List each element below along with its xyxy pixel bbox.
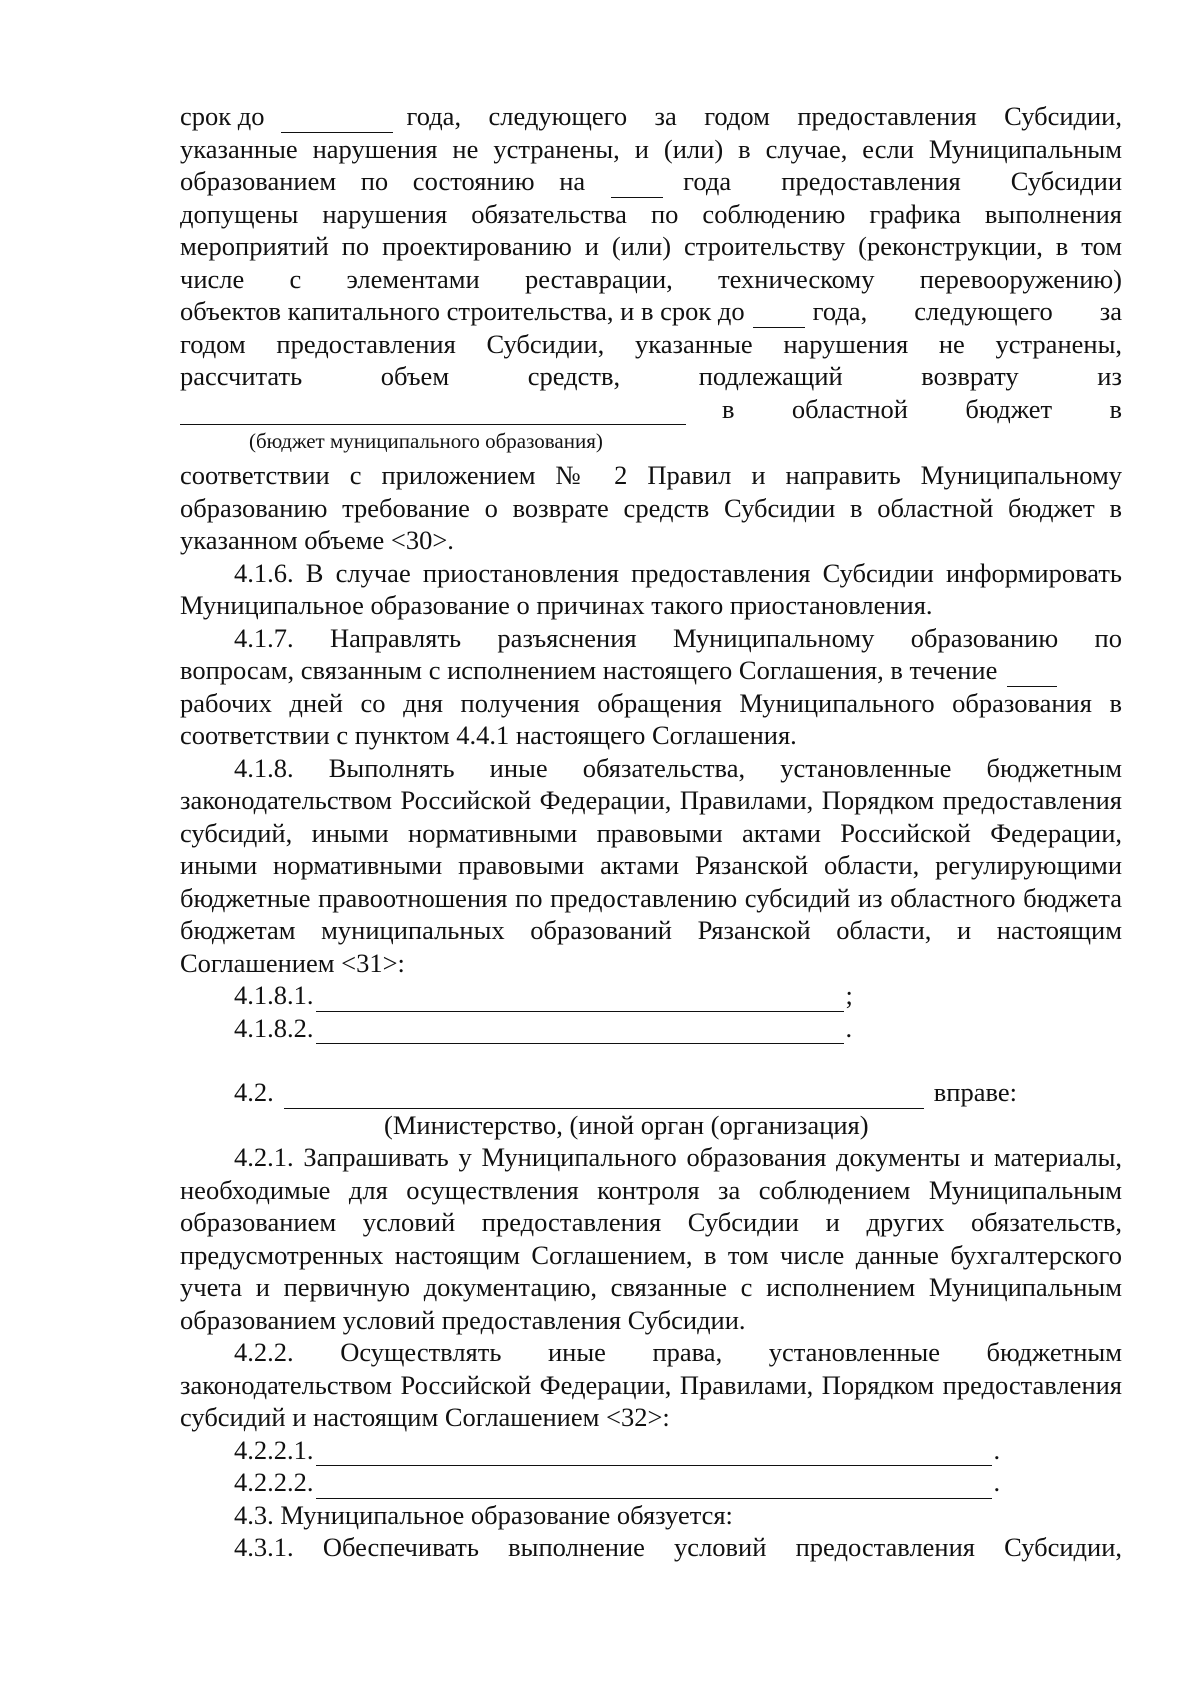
blank-field-deadline-2[interactable] <box>753 303 805 328</box>
item-number: 4.1.8.2. <box>234 1012 314 1043</box>
paragraph-text: рабочих дней со дня получения обращения Муниципального образования в соответствии с пунктом 4.4.1 настоящего Соглашения. <box>180 687 1122 750</box>
paragraph-text: допущены нарушения обязательства по соблюдению графика выполнения мероприятий по проектированию и (или) строительству (реконструкции, в том числе с элементами реставрации, техническому перевооружению) <box>180 198 1122 294</box>
paragraph-4-1-8: 4.1.8. Выполнять иные обязательства, установленные бюджетным законодательством Российской Федерации, Правилами, Порядком предоставления субсидий, иными нормативными правовыми актами Российской Федерации, иными нормативными правовыми актами Рязанской области, регулирующими бюджетные правоотношения по предоставлению субсидий из областного бюджета бюджетам муниципальных образований Рязанской области, и настоящим Соглашением <31>: <box>180 752 1122 978</box>
blank-field-municipal-budget[interactable] <box>180 400 686 425</box>
blank-item-4-2-2-2 <box>234 1466 1122 1499</box>
paragraph-4-3-1: 4.3.1. Обеспечивать выполнение условий предоставления Субсидии, <box>234 1532 1122 1562</box>
item-terminator: . <box>993 1467 1001 1497</box>
field-caption: (бюджет муниципального образования) <box>249 429 603 453</box>
word: из <box>1097 361 1122 391</box>
item-terminator: . <box>845 1012 853 1043</box>
blank-item-4-2-2-1 <box>234 1434 1122 1467</box>
blank-field-4-1-8-1[interactable] <box>316 987 844 1012</box>
paragraph-text: годом предоставления Субсидии, указанные нарушения не устранены, <box>180 328 1122 359</box>
text-line <box>180 165 1122 198</box>
item-number: 4.1.8.1. <box>234 980 314 1010</box>
item-number: 4.2.2.2. <box>234 1467 314 1497</box>
word: возврату <box>921 361 1019 391</box>
word: объем <box>380 361 450 391</box>
blank-item-4-1-8-2 <box>234 1012 1122 1045</box>
text-fragment: вопросам, связанным с исполнением настоящего Соглашения, в течение <box>180 655 998 685</box>
paragraph-4-1-7-line: 4.1.7. Направлять разъяснения Муниципальному образованию по <box>234 622 1122 653</box>
text-fragment: года, следующего за <box>812 296 1122 326</box>
text-line <box>180 295 1122 328</box>
item-terminator: ; <box>845 980 853 1010</box>
text-fragment: вправе: <box>933 1077 1017 1107</box>
blank-item-4-1-8-1 <box>234 979 1122 1012</box>
paragraph-4-3: 4.3. Муниципальное образование обязуется: <box>234 1499 733 1530</box>
word: средств, <box>527 361 621 391</box>
paragraph-text: указанные нарушения не устранены, и (или) в случае, если Муниципальным <box>180 133 1122 164</box>
word: рассчитать <box>180 361 303 391</box>
blank-field-date[interactable] <box>611 173 663 198</box>
paragraph-4-2-1: 4.2.1. Запрашивать у Муниципального образования документы и материалы, необходимые для осуществления контроля за соблюдением Муниципальным образованием условий предоставления Субсидии и других обязательств, предусмотренных настоящим Соглашением, в том числе данные бухгалтерского учета и первичную документацию, связанные с исполнением Муниципальным образованием условий предоставления Субсидии. <box>180 1142 1122 1335</box>
text-fragment: года предоставления Субсидии <box>683 166 1122 196</box>
blank-field-working-days[interactable] <box>1007 662 1057 687</box>
item-number: 4.2. <box>234 1077 274 1107</box>
text-line-spread <box>180 360 1122 393</box>
text-fragment: образованием по состоянию на <box>180 166 586 196</box>
text-line <box>180 654 1122 687</box>
blank-field-deadline-1[interactable] <box>281 108 393 133</box>
text-fragment: года, следующего за годом предоставления Субсидии, <box>406 101 1122 131</box>
blank-field-4-2-2-1[interactable] <box>316 1441 992 1466</box>
text-line <box>180 100 1122 133</box>
paragraph-4-2-2: 4.2.2. Осуществлять иные права, установленные бюджетным законодательством Российской Федерации, Правилами, Порядком предоставления субсидий и настоящим Соглашением <32>: <box>180 1337 1122 1432</box>
item-number: 4.2.2.1. <box>234 1434 314 1465</box>
text-fragment: в областной бюджет в <box>722 393 1122 424</box>
paragraph-4-2-line <box>234 1076 1122 1109</box>
text-fragment: объектов капитального строительства, и в срок до <box>180 296 745 326</box>
word: подлежащий <box>698 361 843 391</box>
spacer <box>180 1044 1122 1076</box>
paragraph-text: соответствии с приложением № 2 Правил и направить Муниципальному образованию требование о возврате средств Субсидии в областной бюджет в указанном объеме <30>. <box>180 460 1122 555</box>
field-caption: (Министерство, (иной орган (организация) <box>384 1109 869 1140</box>
item-terminator: . <box>993 1434 1001 1465</box>
text-line <box>180 393 1122 426</box>
paragraph-4-1-6: 4.1.6. В случае приостановления предоставления Субсидии информировать Муниципальное образование о причинах такого приостановления. <box>180 557 1122 620</box>
text-fragment: срок до <box>180 101 265 131</box>
blank-field-4-2-2-2[interactable] <box>316 1474 992 1499</box>
blank-field-4-1-8-2[interactable] <box>316 1019 844 1044</box>
blank-field-ministry[interactable] <box>284 1084 924 1109</box>
